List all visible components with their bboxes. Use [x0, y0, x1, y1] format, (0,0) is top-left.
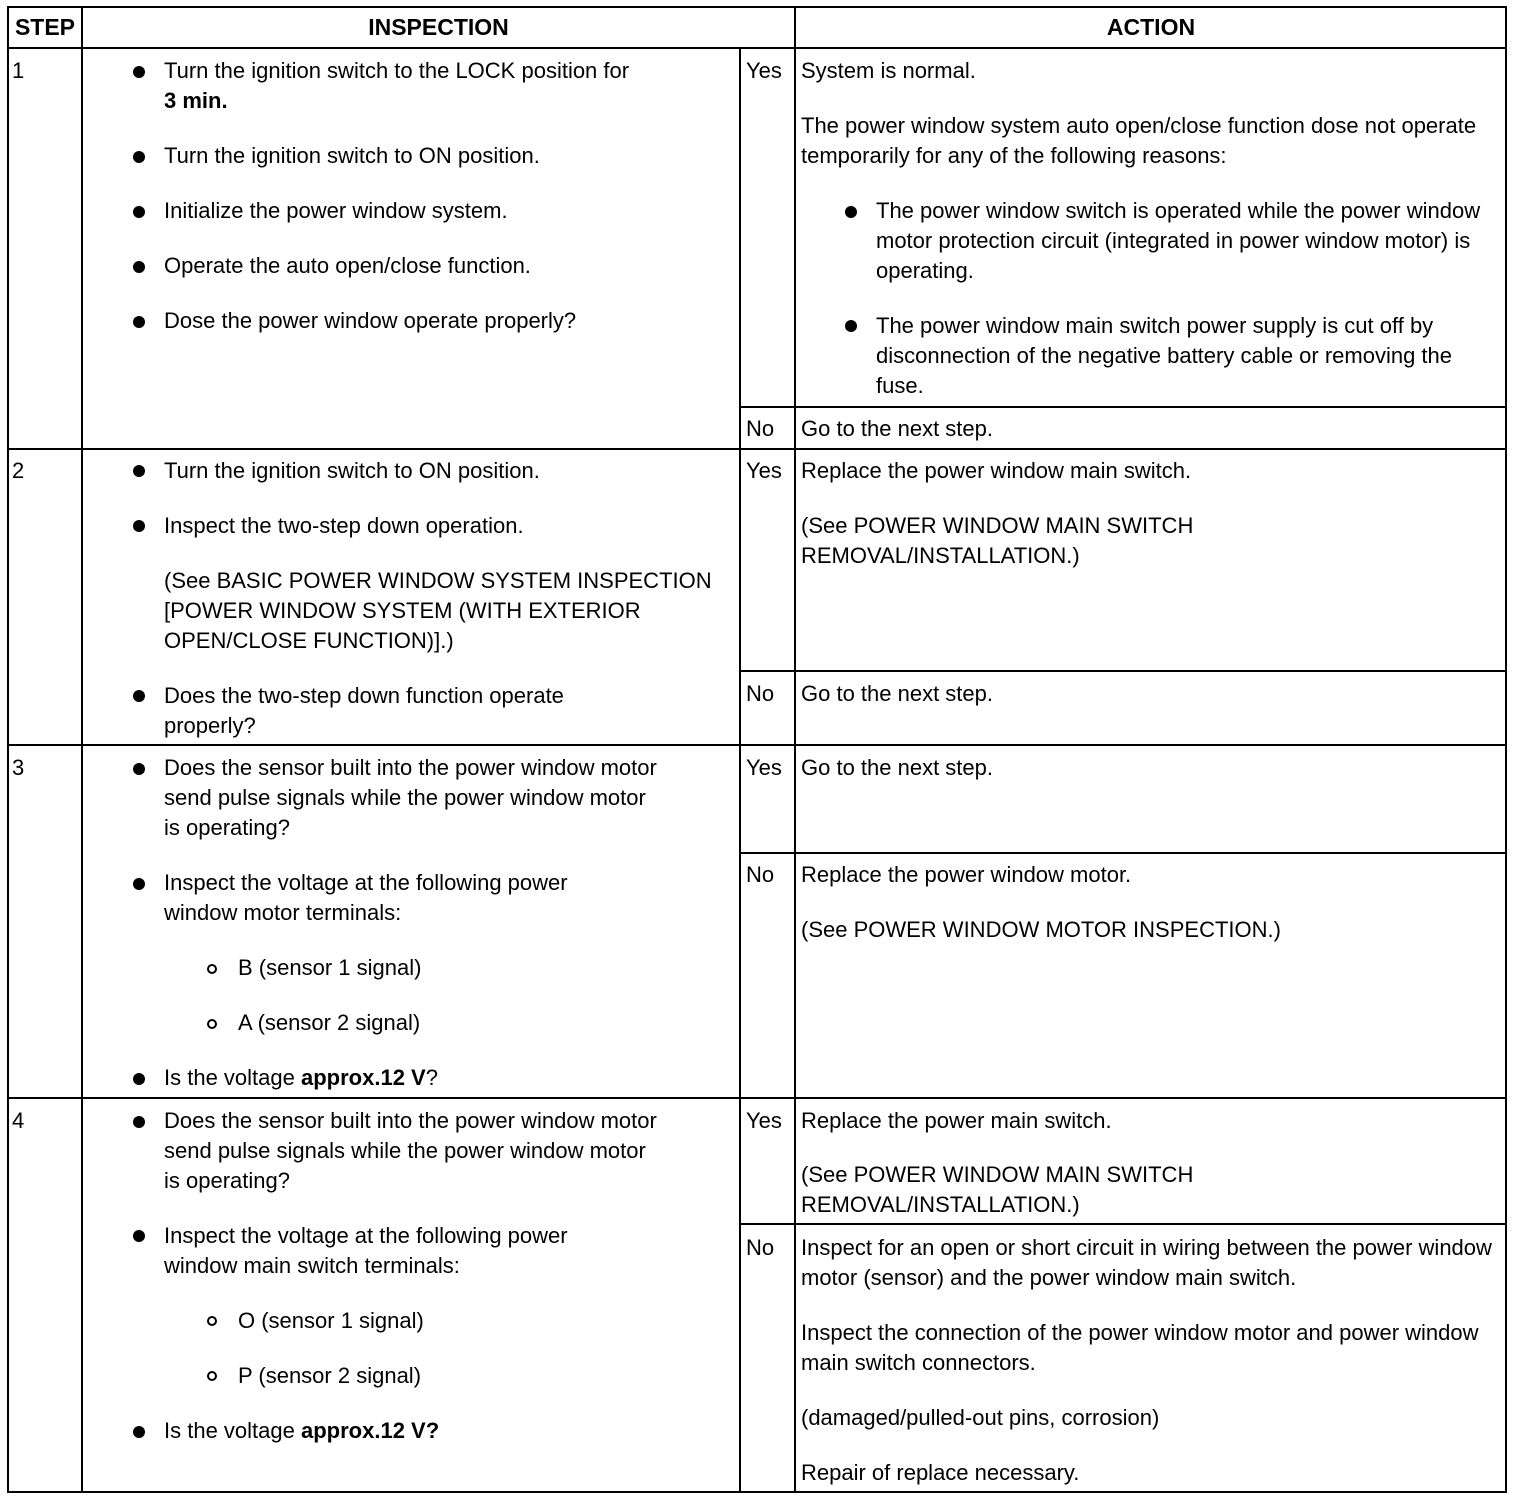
inspection-subitem: P (sensor 2 signal)	[238, 1363, 422, 1388]
yes-no-column-divider	[739, 48, 741, 1493]
yes-label: Yes	[746, 58, 782, 83]
step-number: 4	[12, 1108, 25, 1133]
yes-label: Yes	[746, 755, 782, 780]
action-text: (damaged/pulled-out pins, corrosion)	[801, 1405, 1160, 1430]
action-text: (See POWER WINDOW MAIN SWITCH REMOVAL/INSTALLATION.)	[801, 1162, 1194, 1217]
bullet-icon	[133, 206, 145, 218]
inspection-item: Operate the auto open/close function.	[164, 253, 531, 278]
bullet-icon	[133, 1073, 145, 1085]
bullet-icon	[133, 520, 145, 532]
circle-bullet-icon	[207, 1019, 217, 1029]
header-action: ACTION	[1106, 14, 1196, 40]
step-column-divider	[81, 6, 83, 1493]
inspection-item	[164, 1063, 724, 1093]
action-text: Replace the power window motor.	[801, 862, 1132, 887]
inspection-emphasis: approx.12 V	[301, 1065, 426, 1090]
no-label: No	[746, 681, 775, 706]
bullet-icon	[133, 878, 145, 890]
action-text: Go to the next step.	[801, 681, 994, 706]
action-text: The power window system auto open/close function dose not operate temporarily for any of the following reasons:	[801, 113, 1477, 168]
header-inspection: INSPECTION	[368, 14, 509, 40]
yes-label: Yes	[746, 458, 782, 483]
action-text: Inspect for an open or short circuit in wiring between the power window motor (sensor) and the power window main switch.	[801, 1235, 1492, 1290]
inspection-item: Initialize the power window system.	[164, 198, 508, 223]
inspection-reference: (See BASIC POWER WINDOW SYSTEM INSPECTION [POWER WINDOW SYSTEM (WITH EXTERIOR OPEN/CLOSE FUNCTION)].)	[164, 568, 712, 653]
yes-no-divider	[740, 852, 1507, 854]
action-text: Go to the next step.	[801, 755, 994, 780]
step-number: 1	[12, 58, 25, 83]
no-label: No	[746, 862, 775, 887]
inspection-text: Is the voltage	[164, 1418, 295, 1443]
inspection-item: Does the sensor built into the power window motor send pulse signals while the power window motor is operating?	[164, 1108, 657, 1193]
inspection-item: Inspect the voltage at the following power window motor terminals:	[164, 870, 568, 925]
inspection-item	[164, 1416, 724, 1446]
inspection-emphasis: 3 min.	[164, 88, 228, 113]
step-number: 2	[12, 458, 25, 483]
bullet-icon	[133, 1116, 145, 1128]
action-column-divider	[794, 6, 796, 1493]
circle-bullet-icon	[207, 1316, 217, 1326]
no-label: No	[746, 416, 775, 441]
action-text: Go to the next step.	[801, 416, 994, 441]
circle-bullet-icon	[207, 964, 217, 974]
action-text: Replace the power main switch.	[801, 1108, 1112, 1133]
action-bullet: The power window main switch power supply is cut off by disconnection of the negative battery cable or removing the fuse.	[876, 313, 1453, 398]
bullet-icon	[845, 206, 857, 218]
bullet-icon	[133, 66, 145, 78]
step-number: 3	[12, 755, 25, 780]
inspection-item: Inspect the voltage at the following power window main switch terminals:	[164, 1223, 568, 1278]
yes-label: Yes	[746, 1108, 782, 1133]
inspection-item: Turn the ignition switch to ON position.	[164, 143, 540, 168]
bullet-icon	[133, 465, 145, 477]
inspection-item: Inspect the two-step down operation.	[164, 513, 524, 538]
header-divider	[7, 47, 1507, 49]
yes-no-divider	[740, 1223, 1507, 1225]
row-divider	[7, 1097, 1507, 1099]
circle-bullet-icon	[207, 1371, 217, 1381]
action-text: Repair of replace necessary.	[801, 1460, 1080, 1485]
bullet-icon	[133, 690, 145, 702]
row-divider	[7, 448, 1507, 450]
inspection-item: Does the sensor built into the power window motor send pulse signals while the power window motor is operating?	[164, 755, 657, 840]
bullet-icon	[133, 316, 145, 328]
action-text: System is normal.	[801, 58, 976, 83]
inspection-item: Turn the ignition switch to ON position.	[164, 458, 540, 483]
action-text: Replace the power window main switch.	[801, 458, 1192, 483]
yes-no-divider	[740, 406, 1507, 408]
inspection-item: Dose the power window operate properly?	[164, 308, 577, 333]
action-text: (See POWER WINDOW MAIN SWITCH REMOVAL/INSTALLATION.)	[801, 513, 1194, 568]
bullet-icon	[133, 151, 145, 163]
no-label: No	[746, 1235, 775, 1260]
action-text: (See POWER WINDOW MOTOR INSPECTION.)	[801, 917, 1281, 942]
inspection-text: Is the voltage	[164, 1065, 295, 1090]
action-text: Inspect the connection of the power window motor and power window main switch connectors.	[801, 1320, 1479, 1375]
bullet-icon	[133, 763, 145, 775]
inspection-subitem: B (sensor 1 signal)	[238, 955, 422, 980]
header-step: STEP	[14, 14, 76, 40]
inspection-subitem: A (sensor 2 signal)	[238, 1010, 421, 1035]
bullet-icon	[133, 1426, 145, 1438]
bullet-icon	[133, 261, 145, 273]
yes-no-divider	[740, 670, 1507, 672]
inspection-subitem: O (sensor 1 signal)	[238, 1308, 424, 1333]
row-divider	[7, 744, 1507, 746]
inspection-emphasis: approx.12 V?	[301, 1418, 440, 1443]
inspection-text: Turn the ignition switch to the LOCK position for	[164, 58, 630, 83]
bullet-icon	[133, 1230, 145, 1242]
inspection-item: Does the two-step down function operate properly?	[164, 683, 564, 738]
action-bullet: The power window switch is operated while the power window motor protection circuit (integrated in power window motor) is operating.	[876, 198, 1481, 283]
inspection-text: ?	[425, 1065, 438, 1090]
bullet-icon	[845, 320, 857, 332]
inspection-item	[164, 56, 724, 116]
